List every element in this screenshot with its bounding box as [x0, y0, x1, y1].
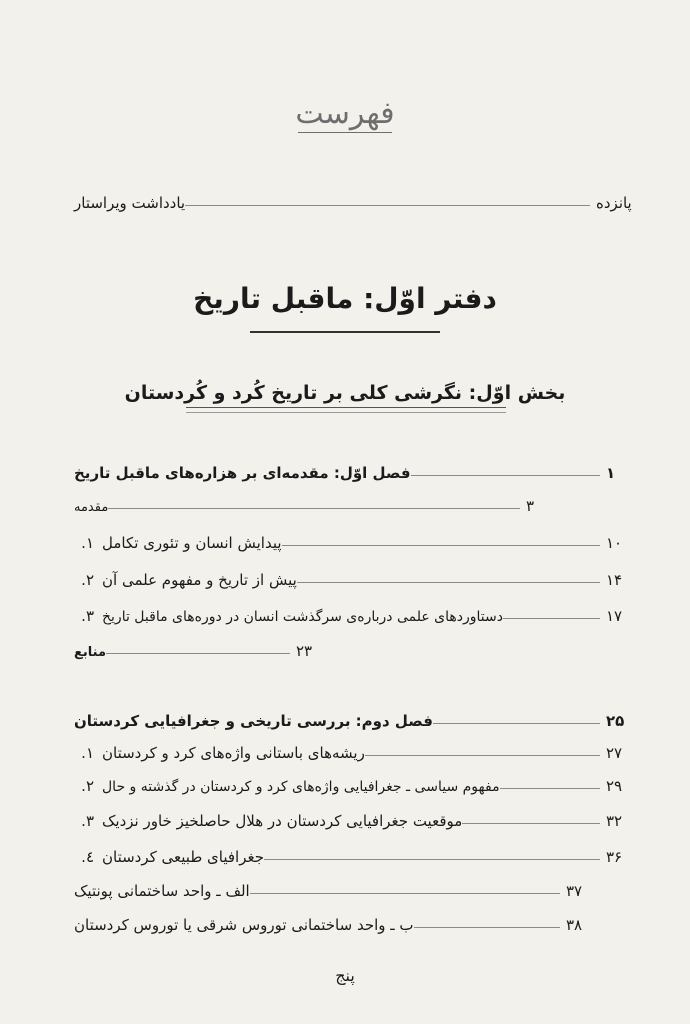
dotted-leader — [433, 723, 600, 724]
entry-page: ۱۷ — [606, 607, 623, 625]
toc-entry — [66, 524, 636, 552]
entry-number: ٤. — [81, 848, 94, 866]
toc-entry — [66, 767, 636, 795]
entry-label: موقعیت جغرافیایی کردستان در هلال حاصلخیز خاور نزدیک — [102, 812, 463, 830]
dotted-leader — [106, 653, 290, 654]
entry-label: مفهوم سیاسی ـ جغرافیایی واژه‌های کرد و کردستان در گذشته و حال — [102, 779, 500, 795]
page-number-footer: پنج — [335, 966, 355, 985]
entry-label: جغرافیای طبیعی کردستان — [102, 848, 265, 866]
dotted-leader — [297, 582, 600, 583]
part-title: دفتر اوّل: ماقبل تاریخ — [193, 282, 497, 315]
chapter-title: فصل دوم: بررسی تاریخی و جغرافیایی کردستان — [74, 712, 433, 730]
entry-number: ۲. — [81, 571, 94, 589]
entry-number: ۱. — [81, 534, 94, 552]
entry-label: پیدایش انسان و تئوری تکامل — [102, 534, 282, 552]
dotted-leader — [500, 788, 600, 789]
entry-label: یادداشت ویراستار — [74, 194, 186, 212]
toc-entry-intro — [66, 487, 556, 515]
entry-number: ۱. — [81, 744, 94, 762]
toc-entry — [66, 802, 636, 830]
entry-label: مقدمه — [74, 500, 109, 515]
dotted-leader — [264, 859, 600, 860]
toc-entry — [66, 838, 636, 866]
toc-subentry — [66, 906, 596, 934]
entry-label: پیش از تاریخ و مفهوم علمی آن — [102, 571, 297, 589]
dotted-leader — [250, 893, 560, 894]
entry-page: ۱۰ — [606, 534, 623, 552]
entry-page: ۳۶ — [606, 848, 623, 866]
entry-page: ۲۷ — [606, 744, 623, 762]
toc-entry — [66, 734, 636, 762]
section-rule — [186, 407, 506, 408]
entry-number: ۳. — [81, 607, 94, 625]
entry-page: ۲۹ — [606, 777, 623, 795]
dotted-leader — [282, 545, 600, 546]
entry-page: ۳۸ — [566, 916, 583, 934]
entry-label: دستاوردهای علمی درباره‌ی سرگذشت انسان در دوره‌های ماقبل تاریخ — [102, 609, 503, 625]
entry-label: منابع — [74, 645, 106, 660]
part-title-rule — [250, 331, 440, 333]
dotted-leader — [185, 205, 590, 206]
toc-entry-sources — [66, 632, 326, 660]
entry-label: ب ـ واحد ساختمانی توروس شرقی یا توروس کردستان — [74, 916, 414, 934]
page-title: فهرست — [295, 96, 395, 131]
chapter-page: ۲۵ — [606, 712, 625, 730]
entry-label: ریشه‌های باستانی واژه‌های کرد و کردستان — [102, 744, 365, 762]
entry-page: ۳۲ — [606, 812, 623, 830]
chapter-page: ۱ — [606, 464, 616, 482]
entry-page: ۳ — [526, 497, 535, 515]
dotted-leader — [462, 823, 600, 824]
dotted-leader — [365, 755, 600, 756]
toc-entry — [66, 561, 636, 589]
toc-subentry — [66, 872, 596, 900]
entry-page: ۲۳ — [296, 642, 313, 660]
dotted-leader — [414, 927, 560, 928]
dotted-leader — [108, 508, 520, 509]
section-title: بخش اوّل: نگرشی کلی بر تاریخ کُرد و کُردستان — [124, 382, 566, 404]
chapter-2-title-row — [66, 702, 636, 730]
entry-number: ۳. — [81, 812, 94, 830]
dotted-leader — [411, 475, 600, 476]
toc-entry-editor-note — [66, 184, 636, 212]
chapter-1-title-row — [66, 454, 636, 482]
section-rule-secondary — [186, 412, 506, 413]
entry-page: پانزده — [596, 194, 632, 212]
dotted-leader — [503, 618, 600, 619]
entry-label: الف ـ واحد ساختمانی پونتیک — [74, 882, 250, 900]
entry-page: ۱۴ — [606, 571, 623, 589]
chapter-title: فصل اوّل: مقدمه‌ای بر هزاره‌های ماقبل تاریخ — [74, 464, 411, 482]
toc-entry — [66, 597, 636, 625]
entry-number: ۲. — [81, 777, 94, 795]
entry-page: ۳۷ — [566, 882, 583, 900]
